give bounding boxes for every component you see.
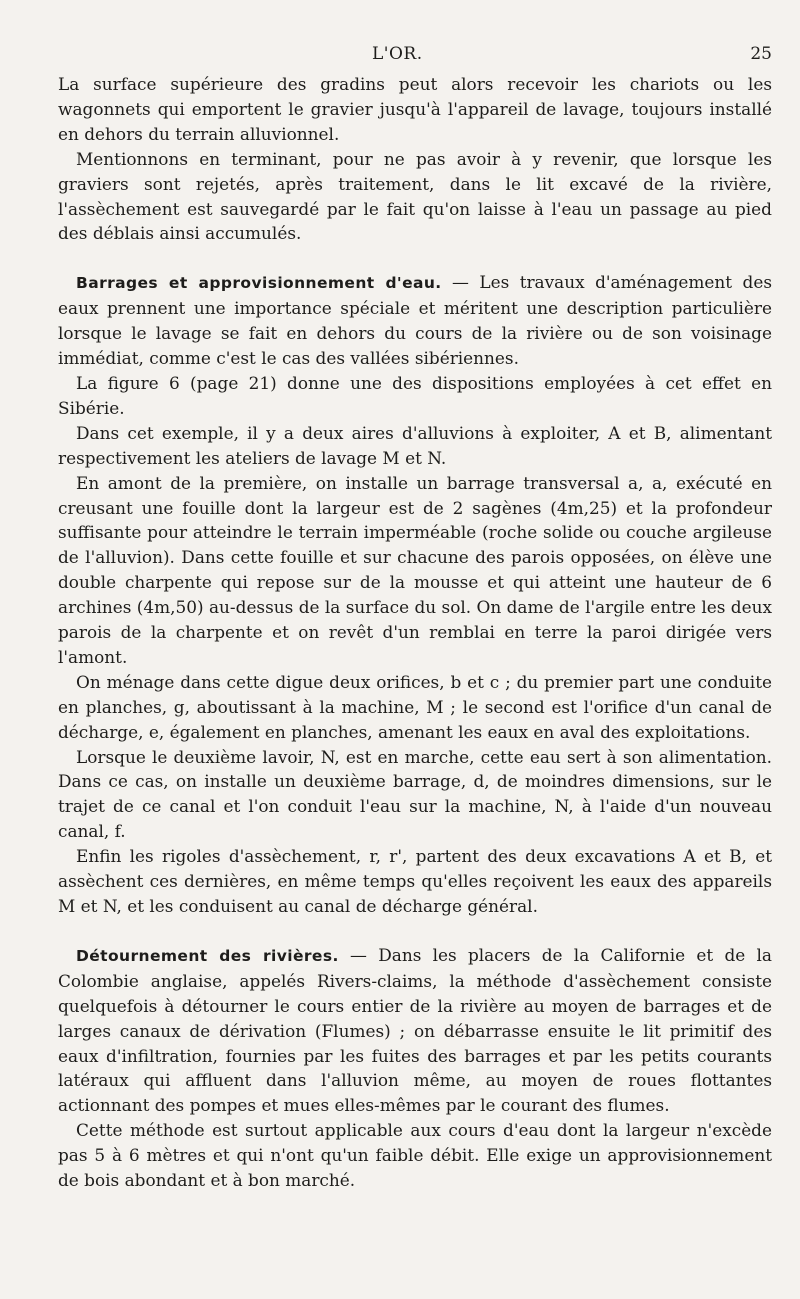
paragraph: On ménage dans cette digue deux orifices, b et c ; du premier part une conduite en planches, g, aboutissant à la machine, M ; le second est l'orifice d'un canal de décharge, e, également en planches, amenant les eaux en aval des exploitations. (58, 671, 772, 742)
paragraph: En amont de la première, on installe un barrage transversal a, a, exécuté en creusant une fouille dont la largeur est de 2 sagènes (4m,25) et la profondeur suffisante pour atteindre le terrain imperméable (roche solide ou couche argileuse de l'alluvion). Dans cette fouille et sur chacune des parois opposées, on élève une double charpente qui repose sur de la mousse et qui atteint une hauteur de 6 archines (4m,50) au-dessus de la surface du sol. On dame de l'argile entre les deux parois de la charpente et on revêt d'un remblai en terre la paroi dirigée vers l'amont. (58, 472, 772, 667)
page-number: 25 (750, 44, 772, 64)
section-detournement-lead (58, 943, 772, 1118)
body-text (58, 72, 772, 1193)
section-detournement-lead-text: — Dans les placers de la Californie et de la Colombie anglaise, appelés Rivers-claims, la méthode d'assèchement consiste quelquefois à détourner le cours entier de la rivière au moyen de barrages et de larges canaux de dérivation (Flumes) ; on débarrasse ensuite le lit primitif des eaux d'infiltration, fournies par les fuites des barrages et par les petits courants latéraux qui affluent dans l'alluvion même, au moyen de roues flottantes actionnant des pompes et mues elles-mêmes par le courant des flumes. (58, 944, 773, 1116)
paragraph: Lorsque le deuxième lavoir, N, est en marche, cette eau sert à son alimentation. Dans ce cas, on installe un deuxième barrage, d, de moindres dimensions, sur le trajet de ce canal et l'on conduit l'eau sur la machine, N, à l'aide d'un nouveau canal, f. (58, 746, 772, 842)
paragraph: La surface supérieure des gradins peut alors recevoir les chariots ou les wagonnets qui emportent le gravier jusqu'à l'appareil de lavage, toujours installé en dehors du terrain alluvionnel. (58, 74, 772, 144)
section-heading-detournement: Détournement des rivières. (76, 946, 339, 965)
section-heading-barrages: Barrages et approvisionnement d'eau. (76, 274, 442, 293)
paragraph: La figure 6 (page 21) donne une des dispositions employées à cet effet en Sibérie. (58, 372, 772, 418)
section-barrages-lead-text: — Les travaux d'aménagement des eaux prennent une importance spéciale et méritent une description particulière lorsque le lavage se fait en dehors du cours de la rivière ou de son voisinage immédiat, comme c'est le cas des vallées sibériennes. (58, 272, 772, 369)
paragraph: Enfin les rigoles d'assèchement, r, r', partent des deux excavations A et B, et assèchent ces dernières, en même temps qu'elles reçoivent les eaux des appareils M et N, et les conduisent au canal de décharge général. (58, 846, 772, 916)
paragraph: Mentionnons en terminant, pour ne pas avoir à y revenir, que lorsque les graviers sont rejetés, après traitement, dans le lit excavé de la rivière, l'assèchement est sauvegardé par le fait qu'on laisse à l'eau un passage au pied des déblais ainsi accumulés. (58, 148, 772, 244)
page-header (0, 44, 800, 68)
running-title: L'OR. (372, 44, 423, 64)
section-barrages-lead (58, 270, 772, 371)
paragraph: Dans cet exemple, il y a deux aires d'alluvions à exploiter, A et B, alimentant respectivement les ateliers de lavage M et N. (58, 422, 772, 468)
paragraph: Cette méthode est surtout applicable aux cours d'eau dont la largeur n'excède pas 5 à 6 mètres et qui n'ont qu'un faible débit. Elle exige un approvisionnement de bois abondant et à bon marché. (58, 1120, 772, 1191)
